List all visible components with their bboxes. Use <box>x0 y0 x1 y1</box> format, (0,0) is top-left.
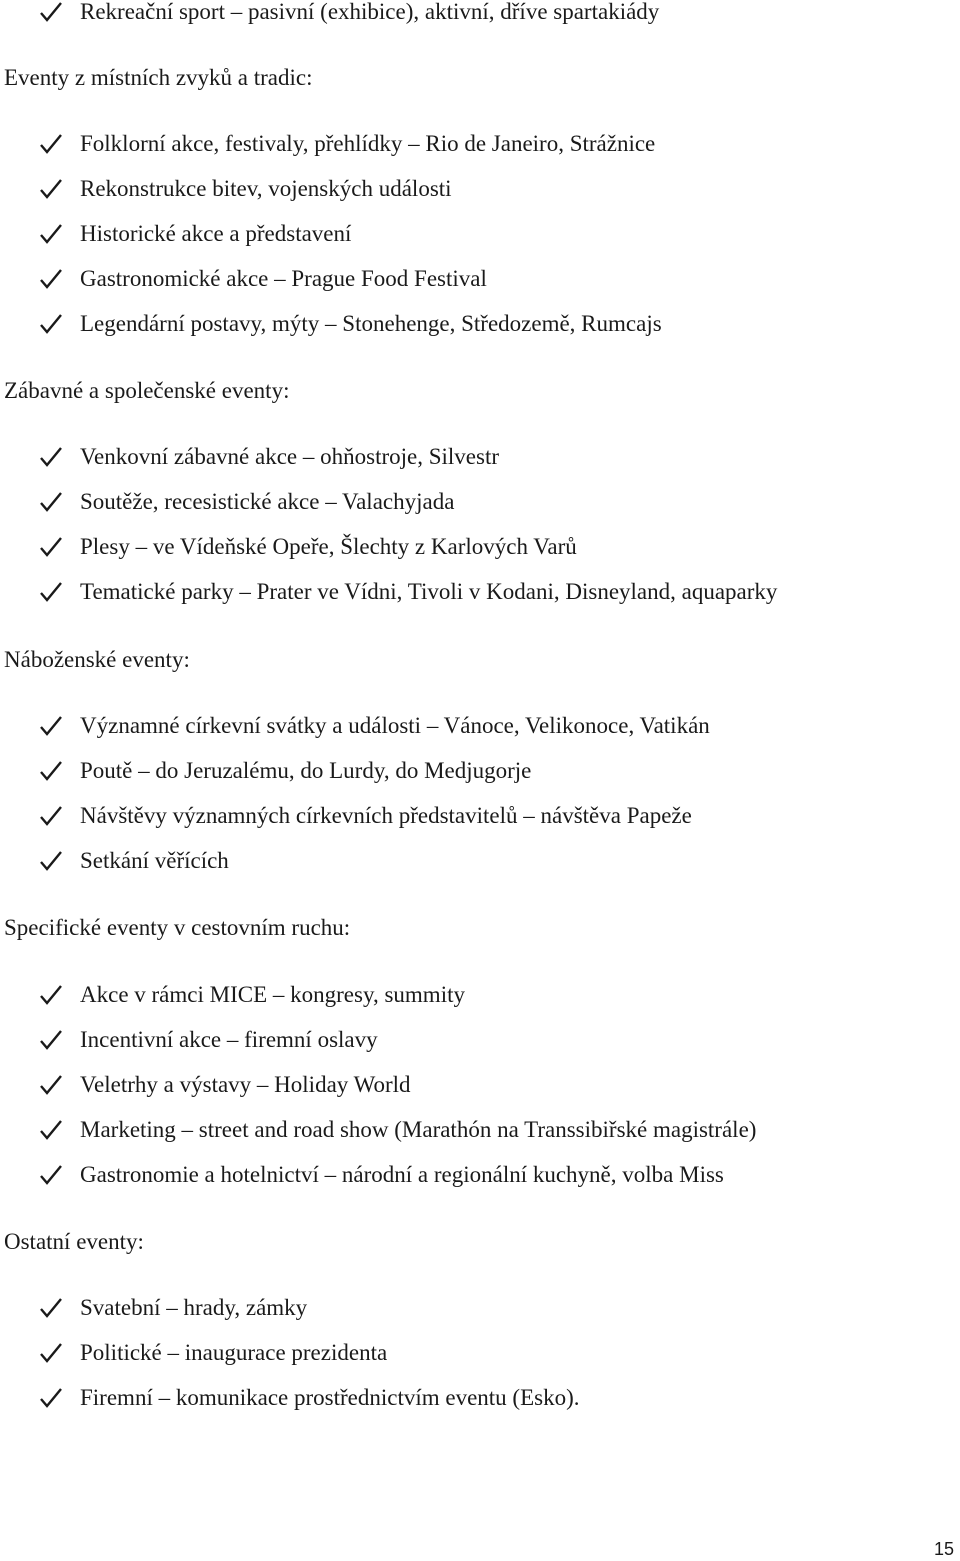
list-item-text: Soutěže, recesistické akce – Valachyjada <box>80 489 455 514</box>
check-icon <box>40 264 80 294</box>
list-item <box>40 756 531 786</box>
list-item <box>40 174 452 204</box>
list-item-text: Akce v rámci MICE – kongresy, summity <box>80 982 465 1007</box>
check-icon <box>40 846 80 876</box>
check-icon <box>40 980 80 1010</box>
list-item <box>40 1338 387 1368</box>
list-item <box>40 264 487 294</box>
check-icon <box>40 1070 80 1100</box>
check-icon <box>40 174 80 204</box>
check-icon <box>40 129 80 159</box>
list-item <box>40 487 454 517</box>
list-item <box>40 0 659 27</box>
list-item <box>40 801 692 831</box>
list-item <box>40 532 577 562</box>
list-item <box>40 1025 378 1055</box>
check-icon <box>40 219 80 249</box>
list-item-text: Plesy – ve Vídeňské Opeře, Šlechty z Karlových Varů <box>80 534 577 559</box>
check-icon <box>40 1115 80 1145</box>
list-item-text: Návštěvy významných církevních představitelů – návštěva Papeže <box>80 803 692 828</box>
list-item-text: Legendární postavy, mýty – Stonehenge, Středozemě, Rumcajs <box>80 311 662 336</box>
list-item-text: Významné církevní svátky a události – Vánoce, Velikonoce, Vatikán <box>80 713 710 738</box>
list-item <box>40 129 655 159</box>
list-item-text: Folklorní akce, festivaly, přehlídky – Rio de Janeiro, Strážnice <box>80 131 656 156</box>
section-heading: Zábavné a společenské eventy: <box>4 378 290 403</box>
list-item-text: Setkání věřících <box>80 848 229 873</box>
check-icon <box>40 1025 80 1055</box>
list-item <box>40 1070 411 1100</box>
list-item-text: Rekreační sport – pasivní (exhibice), aktivní, dříve spartakiády <box>80 0 660 24</box>
list-item-text: Gastronomie a hotelnictví – národní a regionální kuchyně, volba Miss <box>80 1162 724 1187</box>
list-item <box>40 1293 307 1323</box>
list-item <box>40 309 662 339</box>
list-item-text: Gastronomické akce – Prague Food Festival <box>80 266 487 291</box>
section-heading: Ostatní eventy: <box>4 1229 144 1254</box>
check-icon <box>40 756 80 786</box>
list-item <box>40 1115 756 1145</box>
check-icon <box>40 0 80 27</box>
list-item-text: Politické – inaugurace prezidenta <box>80 1340 388 1365</box>
list-item-text: Firemní – komunikace prostřednictvím eventu (Esko). <box>80 1385 580 1410</box>
list-item <box>40 442 499 472</box>
section-heading: Náboženské eventy: <box>4 647 190 672</box>
check-icon <box>40 309 80 339</box>
list-item-text: Incentivní akce – firemní oslavy <box>80 1027 378 1052</box>
list-item-text: Poutě – do Jeruzalému, do Lurdy, do Medjugorje <box>80 758 532 783</box>
check-icon <box>40 1338 80 1368</box>
list-item-text: Venkovní zábavné akce – ohňostroje, Silvestr <box>80 444 499 469</box>
check-icon <box>40 442 80 472</box>
check-icon <box>40 1383 80 1413</box>
check-icon <box>40 711 80 741</box>
section-heading: Specifické eventy v cestovním ruchu: <box>4 915 351 940</box>
list-item <box>40 980 465 1010</box>
check-icon <box>40 487 80 517</box>
list-item <box>40 711 710 741</box>
section-heading: Eventy z místních zvyků a tradic: <box>4 65 313 90</box>
list-item <box>40 846 229 876</box>
check-icon <box>40 1160 80 1190</box>
list-item-text: Veletrhy a výstavy – Holiday World <box>80 1072 411 1097</box>
check-icon <box>40 801 80 831</box>
list-item-text: Tematické parky – Prater ve Vídni, Tivoli v Kodani, Disneyland, aquaparky <box>80 579 778 604</box>
list-item-text: Marketing – street and road show (Marathón na Transsibiřské magistrále) <box>80 1117 757 1142</box>
check-icon <box>40 577 80 607</box>
list-item-text: Historické akce a představení <box>80 221 352 246</box>
list-item-text: Svatební – hrady, zámky <box>80 1295 308 1320</box>
list-item-text: Rekonstrukce bitev, vojenských události <box>80 176 452 201</box>
list-item <box>40 1160 724 1190</box>
list-item <box>40 1383 580 1413</box>
list-item <box>40 219 351 249</box>
page-number: 15 <box>933 1539 954 1559</box>
list-item <box>40 577 777 607</box>
check-icon <box>40 1293 80 1323</box>
check-icon <box>40 532 80 562</box>
